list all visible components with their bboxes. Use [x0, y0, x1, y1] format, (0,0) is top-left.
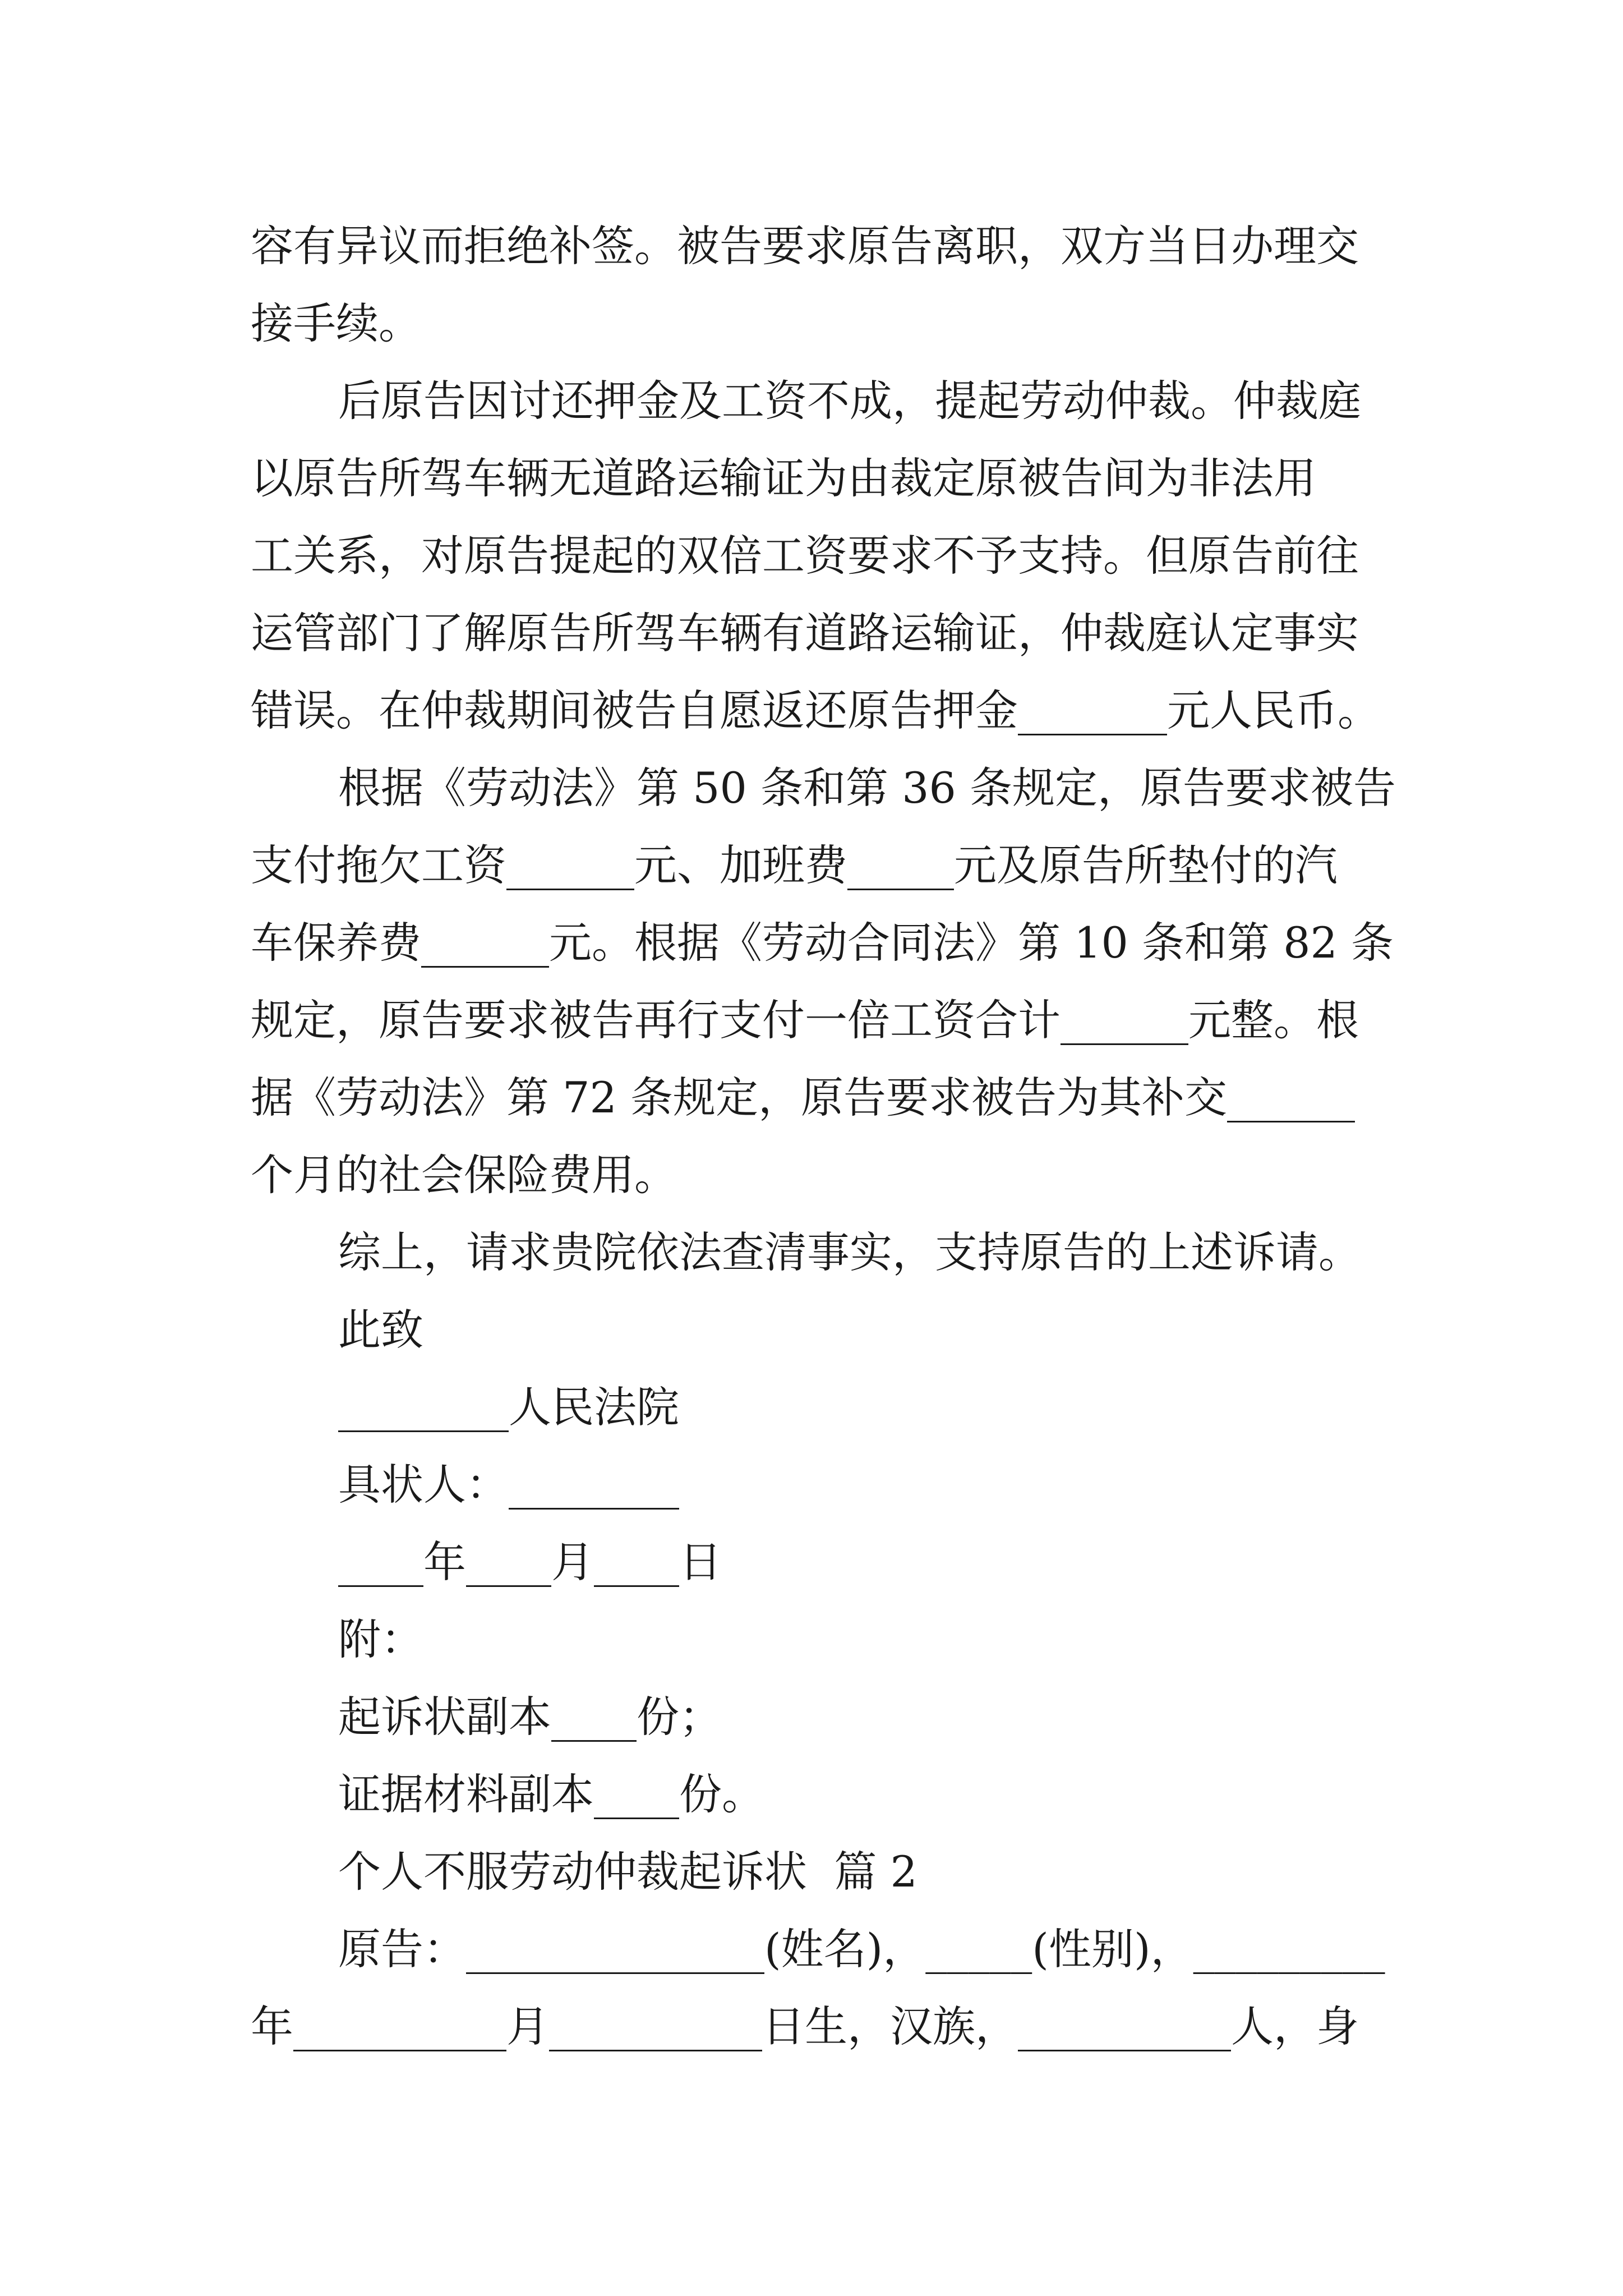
salutation-line: 此致 [338, 1305, 423, 1355]
body-line-10: 车保养费______元。根据《劳动合同法》第 10 条和第 82 条 [251, 918, 1394, 968]
court-name-line: ________人民法院 [338, 1382, 679, 1432]
attachment-heading: 附： [338, 1614, 423, 1664]
body-line-2: 接手续。 [251, 298, 421, 348]
body-line-4: 以原告所驾车辆无道路运输证为由裁定原被告间为非法用 [251, 453, 1316, 503]
body-line-1: 容有异议而拒绝补签。被告要求原告离职，双方当日办理交 [251, 221, 1359, 271]
body-line-8: 根据《劳动法》第 50 条和第 36 条规定，原告要求被告 [338, 763, 1396, 813]
body-line-5: 工关系，对原告提起的双倍工资要求不予支持。但原告前往 [251, 531, 1359, 581]
date-line: ____年____月____日 [338, 1537, 722, 1587]
plaintiff-info-line-2: 年__________月__________日生，汉族，__________人，身 [251, 2001, 1359, 2051]
plaintiff-signature-line: 具状人：________ [338, 1460, 679, 1510]
body-line-13: 个月的社会保险费用。 [251, 1150, 677, 1200]
body-line-12: 据《劳动法》第 72 条规定，原告要求被告为其补交______ [251, 1073, 1355, 1122]
conclusion-line: 综上，请求贵院依法查清事实，支持原告的上述诉请。 [338, 1227, 1361, 1277]
plaintiff-info-line-1: 原告：______________(姓名)，_____(性别)，_________ [338, 1924, 1385, 1974]
attachment-item-evidence-copies: 证据材料副本____份。 [338, 1769, 764, 1819]
body-line-3: 后原告因讨还押金及工资不成，提起劳动仲裁。仲裁庭 [338, 376, 1361, 426]
attachment-item-complaint-copies: 起诉状副本____份； [338, 1692, 722, 1742]
body-line-7: 错误。在仲裁期间被告自愿返还原告押金_______元人民币。 [251, 685, 1380, 735]
body-line-6: 运管部门了解原告所驾车辆有道路运输证，仲裁庭认定事实 [251, 608, 1359, 658]
body-line-9: 支付拖欠工资______元、加班费_____元及原告所垫付的汽 [251, 840, 1338, 890]
section-heading: 个人不服劳动仲裁起诉状 篇 2 [338, 1847, 917, 1897]
body-line-11: 规定，原告要求被告再行支付一倍工资合计______元整。根 [251, 995, 1359, 1045]
document-body [251, 208, 1396, 2065]
